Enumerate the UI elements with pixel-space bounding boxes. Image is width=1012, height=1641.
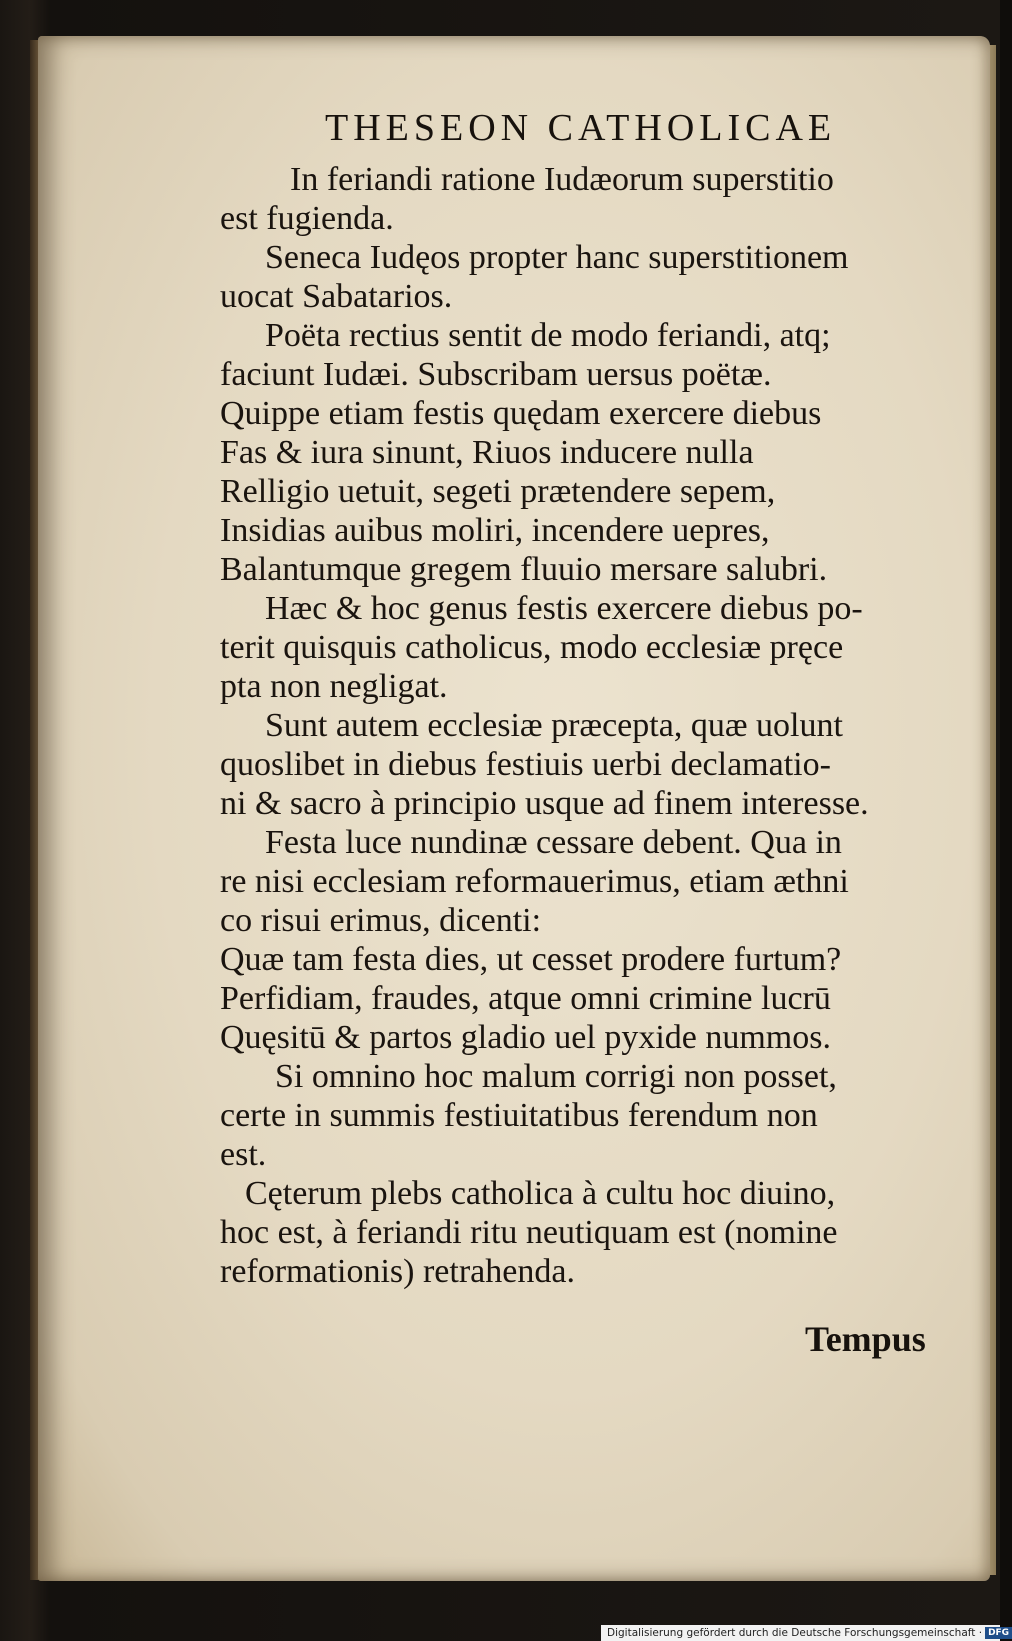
text-line: Poëta rectius sentit de modo feriandi, atq; bbox=[265, 317, 831, 354]
text-line: In feriandi ratione Iudæorum superstitio bbox=[290, 161, 834, 198]
text-line: Perfidiam, fraudes, atque omni crimine lucrū bbox=[220, 980, 831, 1017]
funding-footer bbox=[601, 1625, 1010, 1641]
text-line: Quippe etiam festis quędam exercere diebus bbox=[220, 395, 822, 432]
text-line: Balantumque gregem fluuio mersare salubri. bbox=[220, 551, 828, 588]
text-line: Cęterum plebs catholica à cultu hoc diuino, bbox=[245, 1175, 836, 1212]
catchword: Tempus bbox=[805, 1319, 926, 1359]
text-line: Festa luce nundinæ cessare debent. Qua in bbox=[265, 824, 842, 861]
text-line: re nisi ecclesiam reformauerimus, etiam æthni bbox=[220, 863, 849, 900]
text-line: terit quisquis catholicus, modo ecclesiæ pręce bbox=[220, 629, 844, 666]
text-line: certe in summis festiuitatibus ferendum non bbox=[220, 1097, 818, 1134]
text-line: Relligio uetuit, segeti prætendere sepem, bbox=[220, 473, 776, 510]
text-line: Quęsitū & partos gladio uel pyxide nummos. bbox=[220, 1019, 831, 1056]
text-line: est. bbox=[220, 1136, 267, 1173]
text-line: Insidias auibus moliri, incendere uepres, bbox=[220, 512, 770, 549]
text-line: pta non negligat. bbox=[220, 668, 448, 705]
text-line: faciunt Iudæi. Subscribam uersus poëtæ. bbox=[220, 356, 772, 393]
text-line: Sunt autem ecclesiæ præcepta, quæ uolunt bbox=[265, 707, 843, 744]
footer-text: Digitalisierung gefördert durch die Deutsche Forschungsgemeinschaft · bbox=[607, 1627, 983, 1639]
text-line: co risui erimus, dicenti: bbox=[220, 902, 542, 939]
running-header: THESEON CATHOLICAE bbox=[325, 107, 837, 149]
dfg-logo-icon: DFG bbox=[985, 1627, 1012, 1639]
text-line: Fas & iura sinunt, Riuos inducere nulla bbox=[220, 434, 754, 471]
text-line: Hæc & hoc genus festis exercere diebus po- bbox=[265, 590, 863, 627]
text-line: Seneca Iudęos propter hanc superstitionem bbox=[265, 239, 849, 276]
text-line: quoslibet in diebus festiuis uerbi declamatio- bbox=[220, 746, 831, 783]
text-line: est fugienda. bbox=[220, 200, 394, 237]
text-line: hoc est, à feriandi ritu neutiquam est (nomine bbox=[220, 1214, 838, 1251]
text-line: reformationis) retrahenda. bbox=[220, 1253, 575, 1290]
text-line: ni & sacro à principio usque ad finem interesse. bbox=[220, 785, 869, 822]
body-text bbox=[220, 160, 960, 1291]
text-line: Si omnino hoc malum corrigi non posset, bbox=[275, 1058, 837, 1095]
text-line: Quæ tam festa dies, ut cesset prodere furtum? bbox=[220, 941, 842, 978]
text-line: uocat Sabatarios. bbox=[220, 278, 453, 315]
